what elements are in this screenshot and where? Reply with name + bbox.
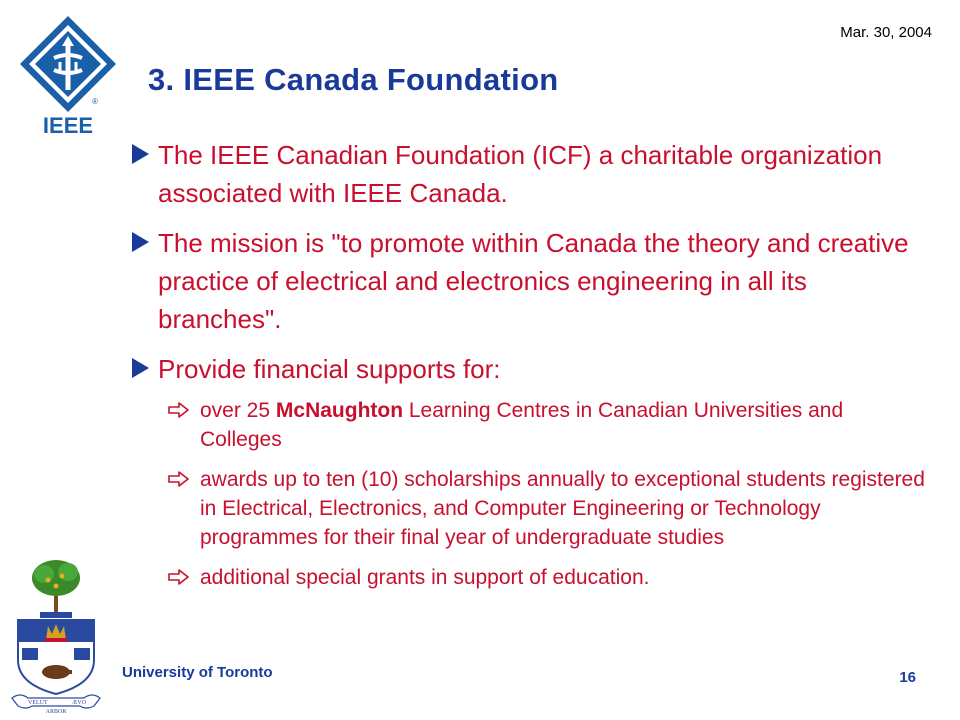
hollow-arrow-right-icon: [168, 563, 200, 591]
bullet-item: [130, 224, 930, 338]
crest-motto-right: ÆVO: [72, 700, 87, 706]
bullet-text: The IEEE Canadian Foundation (ICF) a charitable organization associated with IEEE Canada.: [158, 140, 883, 208]
hollow-arrow-right-icon: [168, 465, 200, 493]
crest-motto-left: VELUT: [28, 700, 48, 706]
sub-bullet-item: [168, 396, 930, 454]
sub-bullet-suffix: Learning Centres in Canadian Universities and Colleges: [200, 399, 844, 451]
triangle-right-icon: [130, 224, 158, 260]
bullet-item: [130, 136, 930, 212]
bullet-text: Provide financial supports for:: [158, 354, 501, 384]
hollow-arrow-right-icon: [168, 396, 200, 424]
slide-date: Mar. 30, 2004: [840, 24, 932, 41]
ieee-logo-text: IEEE: [42, 113, 94, 138]
university-crest-logo: [10, 556, 102, 714]
sub-bullet-text: [200, 396, 930, 454]
footer-institution: University of Toronto: [122, 664, 273, 681]
ieee-logo: [14, 12, 122, 140]
sub-bullet-text: awards up to ten (10) scholarships annually to exceptional students registered in Electrical, Electronics, and Computer Engineering or Technology programmes for their final year of undergraduate studies: [200, 468, 925, 549]
bullet-text: The mission is "to promote within Canada the theory and creative practice of electrical and electronics engineering in all its branches".: [158, 228, 909, 334]
sub-bullet-item: [168, 465, 930, 552]
mcnaughton-bold: McNaughton: [275, 399, 404, 422]
triangle-right-icon: [130, 136, 158, 172]
sub-bullet-text: additional special grants in support of education.: [200, 566, 650, 589]
sub-bullet-prefix: over 25: [200, 399, 276, 422]
sub-bullet-item: [168, 563, 930, 592]
sub-bullet-list: [168, 396, 930, 592]
bullet-item: [130, 350, 930, 388]
crest-motto-bottom: ARBOR: [45, 709, 67, 714]
triangle-right-icon: [130, 350, 158, 386]
page-number: 16: [899, 669, 916, 686]
registered-mark: ®: [92, 97, 98, 106]
page-title: 3. IEEE Canada Foundation: [148, 62, 559, 97]
slide-content: [130, 136, 930, 603]
